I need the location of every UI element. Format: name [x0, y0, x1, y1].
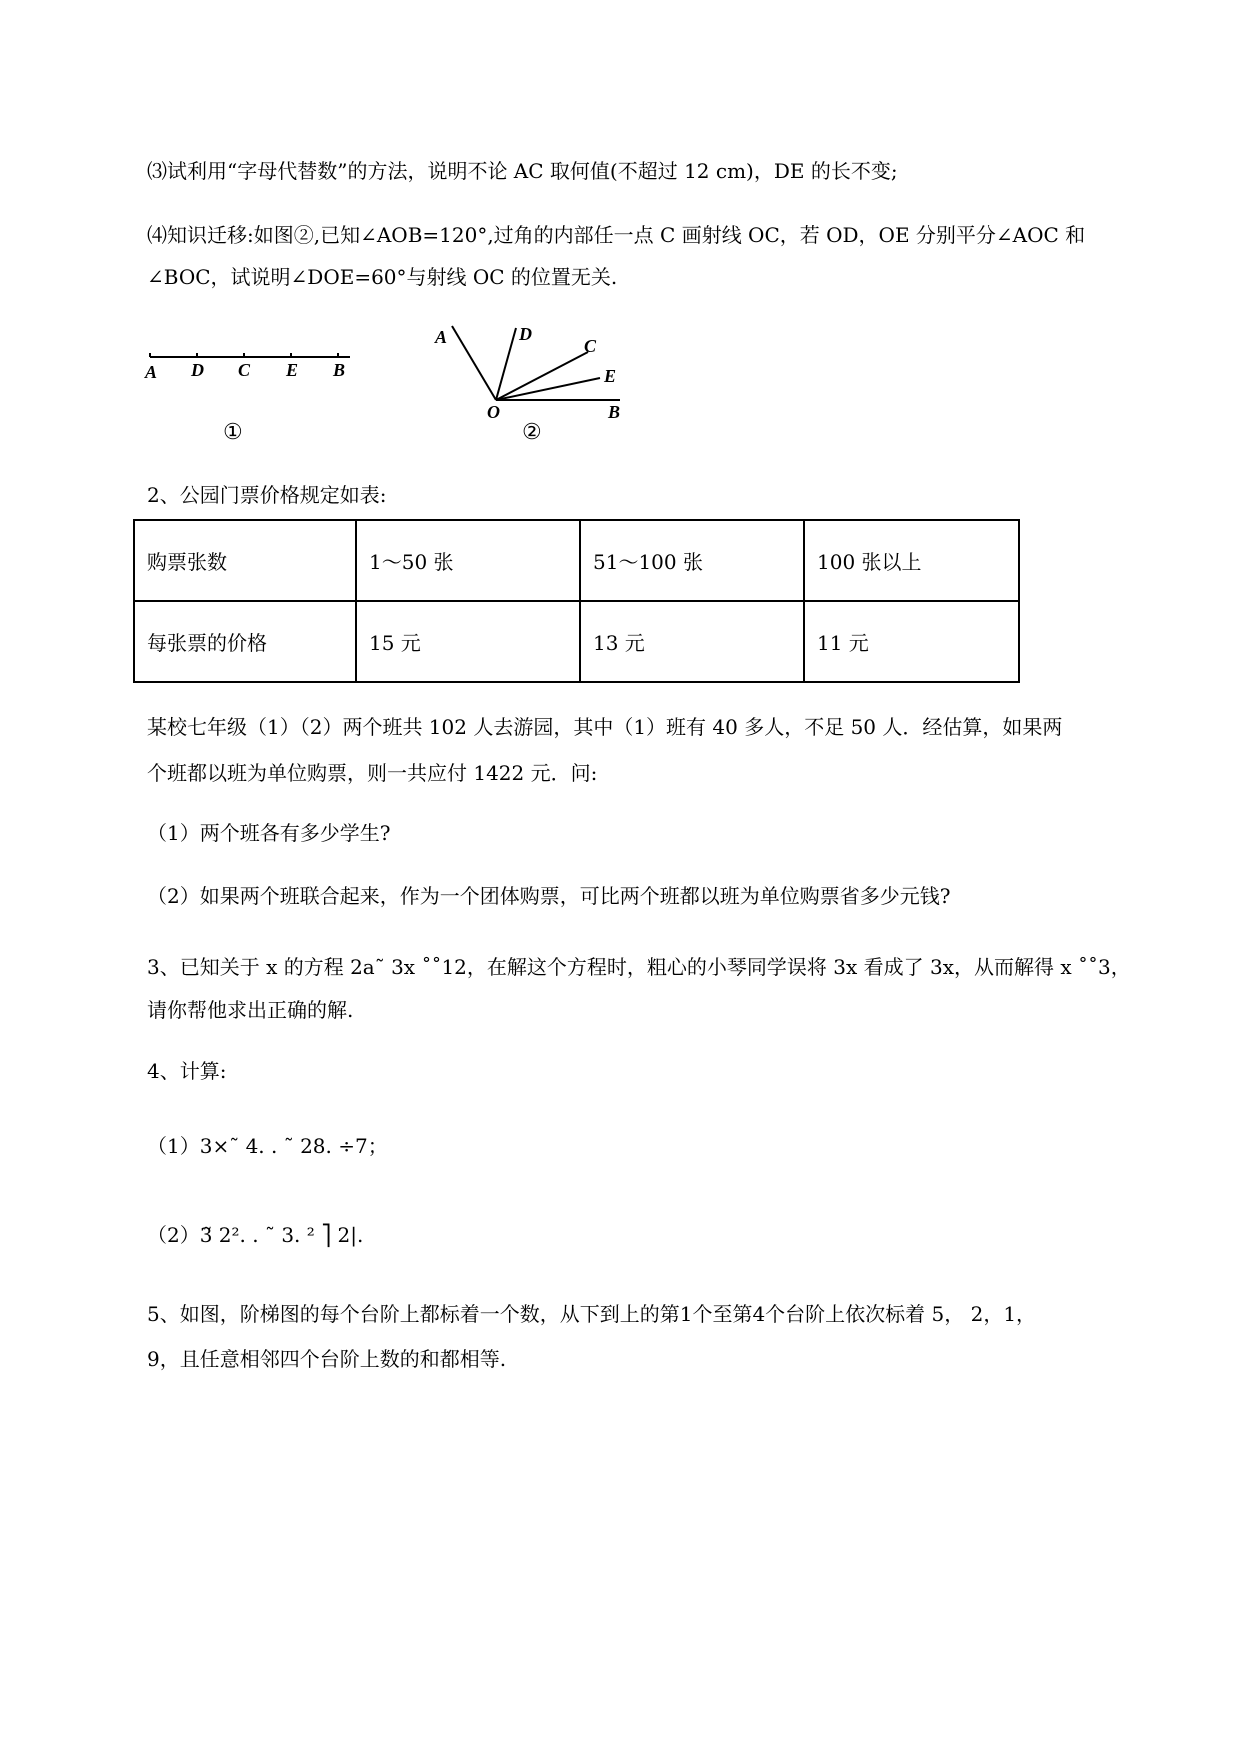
q4-title: 4、计算:	[147, 1059, 227, 1083]
q3-line1: 3、已知关于 x 的方程 2a˜ 3x ˚˚12，在解这个方程时，粗心的小琴同学误将 3x 看成了 3x，从而解得 x ˚˚3，	[147, 955, 1131, 979]
q2-intro: 2、公园门票价格规定如表:	[147, 483, 387, 507]
fig2-label-c: C	[584, 336, 597, 356]
table-cell: 每张票的价格	[134, 601, 356, 682]
q2-sub1: （1）两个班各有多少学生?	[147, 821, 391, 845]
q4-sub2: （2）3̃ 2². . ˜ 3. ² ⎤ 2|.	[147, 1223, 364, 1247]
table-cell: 13 元	[580, 601, 804, 682]
fig1-label-d: D	[191, 360, 204, 380]
fig1-label-b: B	[333, 360, 346, 380]
fig2-label-d: D	[519, 324, 532, 344]
fig2-caption: ②	[522, 420, 542, 445]
fig2-label-e: E	[604, 366, 617, 386]
q2-body-line1: 某校七年级（1）（2）两个班共 102 人去游园，其中（1）班有 40 多人，不足 50 人．经估算，如果两	[147, 715, 1063, 739]
fig1-label-c: C	[238, 360, 251, 380]
q1-part4-line2: ∠BOC，试说明∠DOE=60°与射线 OC 的位置无关.	[147, 265, 618, 289]
fig1-label-e: E	[286, 360, 299, 380]
fig1-label-a: A	[145, 362, 158, 382]
q1-part4-line1: ⑷知识迁移:如图②,已知∠AOB=120°,过角的内部任一点 C 画射线 OC，若 OD，OE 分别平分∠AOC 和	[147, 223, 1086, 247]
q5-line2: 9，且任意相邻四个台阶上数的和都相等.	[147, 1347, 507, 1371]
q2-sub2: （2）如果两个班联合起来，作为一个团体购票，可比两个班都以班为单位购票省多少元钱?	[147, 884, 951, 908]
q3-line2: 请你帮他求出正确的解.	[147, 998, 354, 1022]
fig2-label-o: O	[487, 402, 500, 422]
table-row	[134, 520, 1019, 601]
table-cell: 51～100 张	[580, 520, 804, 601]
fig2-label-a: A	[435, 327, 448, 347]
fig2-label-b: B	[608, 402, 621, 422]
table-cell: 1～50 张	[356, 520, 580, 601]
table-row	[134, 601, 1019, 682]
q5-line1: 5、如图，阶梯图的每个台阶上都标着一个数，从下到上的第1个至第4个台阶上依次标着 5， 2，1，	[147, 1302, 1037, 1326]
ticket-price-table	[133, 519, 1020, 683]
table-cell: 11 元	[804, 601, 1019, 682]
table-cell: 15 元	[356, 601, 580, 682]
q2-body-line2: 个班都以班为单位购票，则一共应付 1422 元．问:	[147, 761, 598, 785]
q1-part3: ⑶试利用“字母代替数”的方法，说明不论 AC 取何值(不超过 12 cm)，DE 的长不变;	[147, 159, 898, 183]
fig1-caption: ①	[223, 420, 243, 445]
table-cell: 购票张数	[134, 520, 356, 601]
q4-sub1: （1）3×˜ 4. . ˜ 28. ÷7；	[147, 1134, 388, 1158]
table-cell: 100 张以上	[804, 520, 1019, 601]
